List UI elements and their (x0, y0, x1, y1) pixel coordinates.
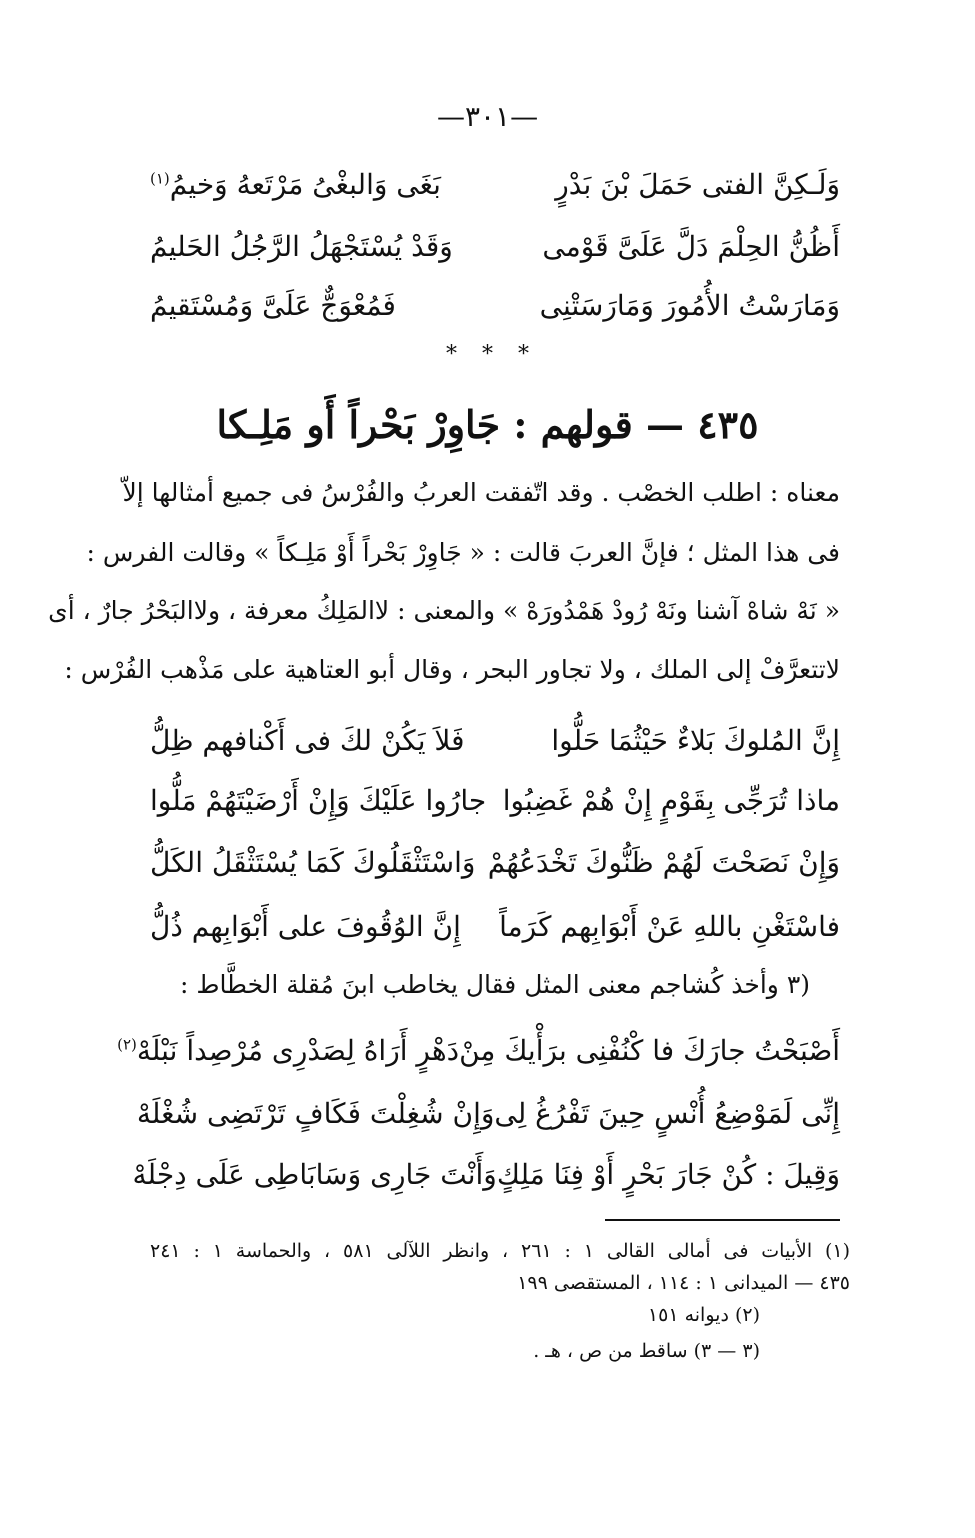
verse-line (132, 1146, 840, 1202)
footnote-marker: (١) (150, 169, 170, 188)
proverb-heading: ٤٣٥ — قولهم : جَاوِرْ بَحْراً أَو مَلِـكا (216, 402, 759, 447)
verse-line (150, 834, 840, 890)
verse-hemistich-second: فَمُعْوَجٌّ عَلَىَّ وَمُسْتَقيمُ (150, 288, 396, 322)
prose-line: « نَهْ شاهْ آشنا ونَهْ رُودْ هَمْدُورَهْ » والمعنى : لاالمَلِكُ معرفة ، ولاالبَحْرُ جارٌ ، أى (48, 596, 840, 625)
prose-line: معناه : اطلب الخصْب . وقد اتّفقت العربُ والفُرْسُ فى جميع أمثالها إلاّ (122, 478, 840, 507)
verse-hemistich-first: وَلَـكِنَّ الفتى حَمَلَ بْنَ بَدْرٍ (555, 167, 840, 201)
verse-line (150, 218, 840, 274)
verse-hemistich-first: إِنَّ المُلوكَ بَلاءٌ حَيْثُمَا حَلُّوا (551, 723, 840, 757)
verse-hemistich-first: إِنِّى لَمَوْضِعُ أُنْسٍ حِينَ تَفْرُغُ لِى (494, 1096, 840, 1130)
verse-line (150, 277, 840, 333)
verse-hemistich-first: ماذا تُرَجِّى بِقَوْمٍ إِنْ هُمْ غَضِبُوا (502, 783, 840, 817)
verse-hemistich-first: وَإِنْ نَصَحْتَ لَهُمْ ظَنُّوكَ تَخْدَعُهُمْ (487, 845, 840, 879)
footnote: (٢) ديوانه ١٥١ (647, 1304, 760, 1326)
verse-line (150, 898, 840, 954)
verse-hemistich-first: فاسْتَغْنِ باللهِ عَنْ أَبْوَابِهم كَرَماً (499, 909, 840, 943)
verse-hemistich-first: وَمَارَسْتُ الأُمُورَ وَمَارَسَتْنِى (539, 288, 840, 322)
verse-hemistich-second: وَاسْتَثْقَلُوكَ كَمَا يُسْتَثْقَلُ الكَلُّ (150, 845, 476, 879)
footnote: (١) الأبيات فى أمالى القالى ١ : ٢٦١ ، وانظر اللآلى ٥٨١ ، والحماسة ١ : ٢٤١ (150, 1240, 851, 1262)
verse-line (117, 1022, 840, 1078)
intro-line: (٣ وأخذ كُشاجم معنى المثل فقال يخاطب ابنَ مُقلة الخطَّاط : (179, 970, 811, 999)
footnote: ٤٣٥ — الميدانى ١ : ١١٤ ، المستقصى ١٩٩ (517, 1272, 850, 1294)
verse-hemistich-second: دَهْرٍ أَرَاهُ لِصَدْرِى مُرْصِداً نَبْلَهْ$^{(٢)}$ (117, 1033, 460, 1067)
verse-hemistich-second: وَأَنْتَ جَارِى وَسَابَاطِى عَلَى دِجْلَهْ (132, 1157, 497, 1191)
verse-hemistich-second: إِنَّ الوُقُوفَ على أَبْوَابِهم ذُلُّ (150, 909, 461, 943)
verse-hemistich-second: وَإِنْ شُغِلْتَ فَكَافٍ تَرْتَضِى شُغْلَهْ (136, 1096, 495, 1130)
verse-hemistich-first: وَقِيلَ : كُنْ جَارَ بَحْرٍ أَوْ فِنَا مَلِكٍ (496, 1157, 840, 1191)
footnote: (٣ — ٣) ساقط من ص ، هـ . (533, 1340, 760, 1362)
verse-hemistich-second: بَغَى وَالبغْىُ مَرْتَعهُ وَخيمُ$^{(١)}$ (150, 167, 441, 201)
verse-line (150, 772, 840, 828)
page-number: —٣٠١— (436, 100, 539, 133)
verse-hemistich-second: فَلاَ يَكُنْ لكَ فى أَكْنافهم ظِلُّ (150, 723, 465, 757)
verse-line (150, 712, 840, 768)
verse-line (136, 1085, 840, 1141)
prose-line: فى هذا المثل ؛ فإنَّ العربَ قالت : « جَاوِرْ بَحْراً أَوْ مَلِـكاً » وقالت الفرس : (86, 538, 840, 567)
section-separator: * * * (446, 342, 529, 367)
verse-line (150, 156, 840, 212)
footnote-marker: (٢) (117, 1035, 137, 1054)
verse-hemistich-second: وَقَدْ يُسْتَجْهَلُ الرَّجُلُ الحَليمُ (150, 229, 453, 263)
verse-hemistich-first: أَصْبَحْتُ جارَكَ فا كْنُفْنِى برَأْيكَ مِنْ (459, 1033, 840, 1067)
verse-hemistich-second: جارُوا عَلَيْكَ وَإِنْ أَرْضَيْتَهُمْ مَلُّوا (150, 783, 487, 817)
footnote-divider (605, 1219, 840, 1221)
verse-hemistich-first: أَظُنُّ الحِلْمَ دَلَّ عَلَىَّ قَوْمى (542, 229, 840, 263)
prose-line: لاتتعرَّفْ إلى الملك ، ولا تجاور البحر ، وقال أبو العتاهية على مَذْهب الفُرْس : (64, 655, 840, 684)
